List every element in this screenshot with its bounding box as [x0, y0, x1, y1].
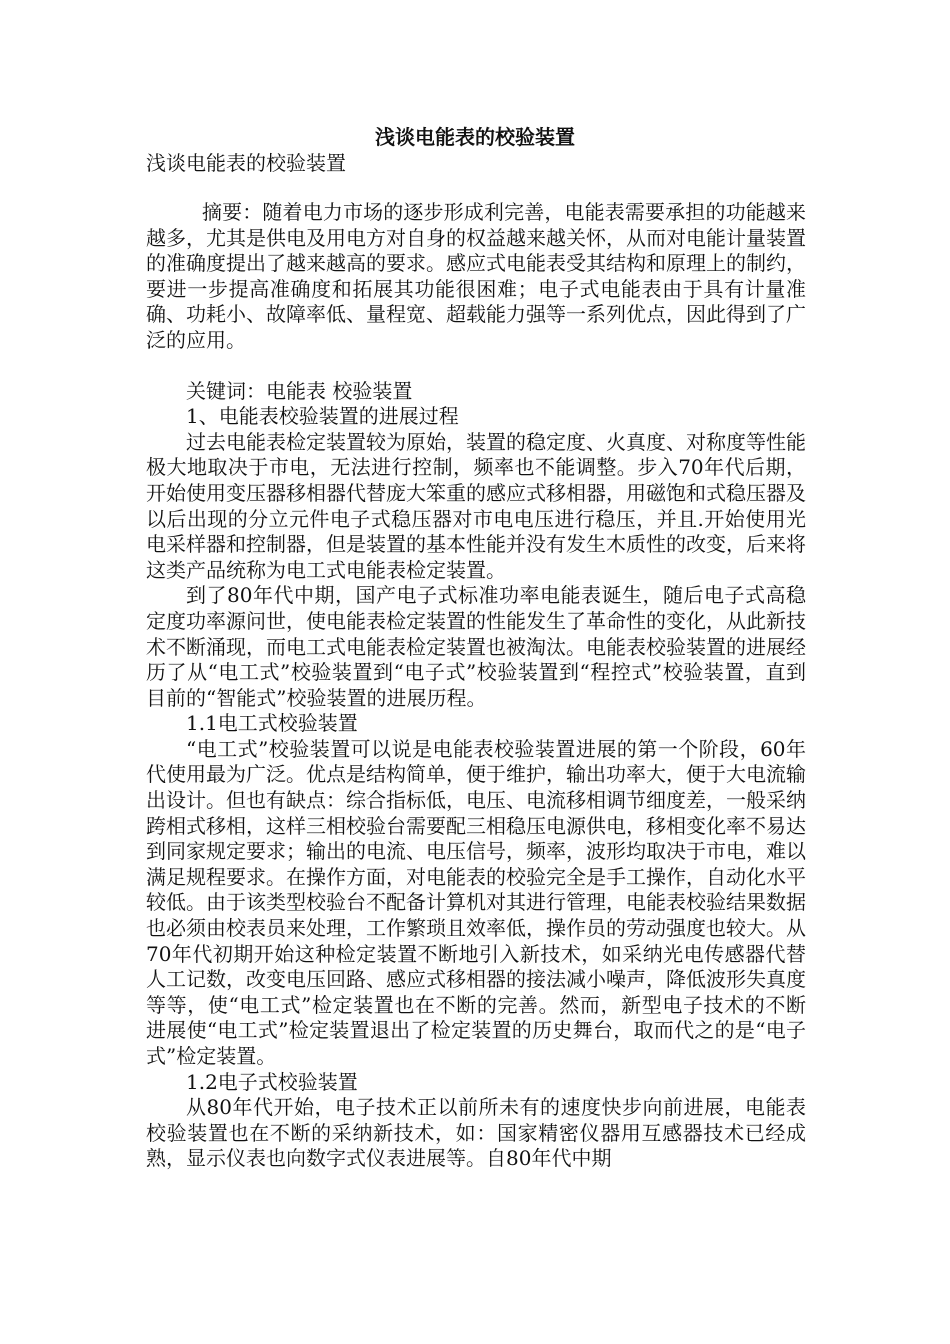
document-subtitle: 浅谈电能表的校验装置: [146, 151, 346, 175]
document-title: 浅谈电能表的校验装置: [375, 125, 575, 149]
spacer: [146, 354, 806, 379]
section-1-heading: 1、电能表校验装置的进展过程: [186, 404, 459, 429]
abstract-paragraph: 摘要：随着电力市场的逐步形成利完善，电能表需要承担的功能越来越多，尤其是供电及用电方对自身的权益越来越关怀，从而对电能计量装置的准确度提出了越来越高的要求。感应式电能表受其结构和原理上的制约，要进一步提高准确度和拓展其功能很困难；电子式电能表由于具有计量准确、功耗小、故障率低、量程宽、超载能力强等一系列优点，因此得到了广泛的应用。: [146, 200, 806, 352]
keywords-line: 关键词：电能表 校验装置: [186, 378, 413, 403]
section-1-1-heading: 1.1电工式校验装置: [186, 711, 358, 736]
section-1-paragraph-2: 到了80年代中期，国产电子式标准功率电能表诞生，随后电子式高稳定度功率源问世，使电能表检定装置的性能发生了革命性的变化，从此新技术不断涌现，而电工式电能表检定装置也被淘汰。电能表校验装置的进展经历了从“电工式”校验装置到“电子式”校验装置到“程控式”校验装置，直到目前的“智能式”校验装置的进展历程。: [146, 583, 806, 710]
section-1-2-paragraph: 从80年代开始，电子技术正以前所未有的速度快步向前进展，电能表校验装置也在不断的采纳新技术，如：国家精密仪器用互感器技术已经成熟，显示仪表也向数字式仪表进展等。自80年代中期: [146, 1095, 806, 1171]
document-body: [146, 200, 806, 1172]
section-1-1-paragraph: “电工式”校验装置可以说是电能表校验装置进展的第一个阶段，60年代使用最为广泛。优点是结构简单，便于维护，输出功率大，便于大电流输出设计。但也有缺点：综合指标低，电压、电流移相调节细度差，一般采纳跨相式移相，这样三相校验台需要配三相稳压电源供电，移相变化率不易达到同家规定要求；输出的电流、电压信号，频率，波形均取决于市电，难以满足规程要求。在操作方面，对电能表的校验完全是手工操作，自动化水平较低。由于该类型校验台不配备计算机对其进行管理，电能表校验结果数据也必须由校表员来处理，工作繁琐且效率低，操作员的劳动强度也较大。从70年代初期开始这种检定装置不断地引入新技术，如采纳光电传感器代替人工记数，改变电压回路、感应式移相器的接法减小噪声，降低波形失真度等等，使“电工式”检定装置也在不断的完善。然而，新型电子技术的不断进展使“电工式”检定装置退出了检定装置的历史舞台，取而代之的是“电子式”检定装置。: [146, 736, 806, 1068]
section-1-2-heading: 1.2电子式校验装置: [186, 1069, 358, 1094]
section-1-paragraph-1: 过去电能表检定装置较为原始，装置的稳定度、火真度、对称度等性能极大地取决于市电，无法进行控制，频率也不能调整。步入70年代后期，开始使用变压器移相器代替庞大笨重的感应式移相器，用磁饱和式稳压器及以后出现的分立元件电子式稳压器对市电电压进行稳压，并且.开始使用光电采样器和控制器，但是装置的基本性能并没有发生木质性的改变，后来将这类产品统称为电工式电能表检定装置。: [146, 429, 806, 582]
